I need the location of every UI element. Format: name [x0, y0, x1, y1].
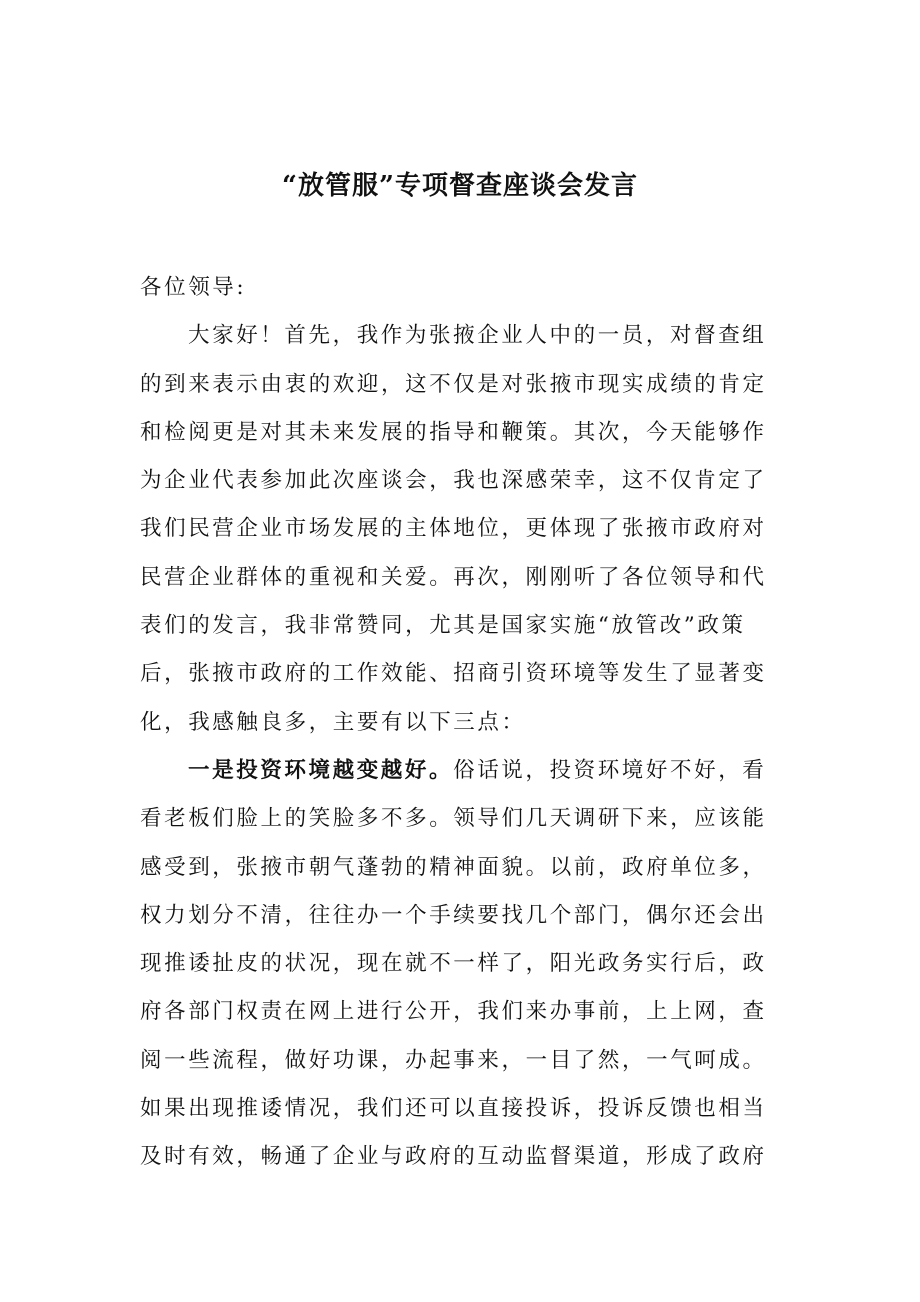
paragraph-line: 化，我感触良多，主要有以下三点： [140, 709, 526, 735]
paragraph-line: 府各部门权责在网上进行公开，我们来办事前，上上网，查 [140, 999, 767, 1025]
paragraph-line: 表们的发言，我非常赞同，尤其是国家实施“放管改”政策 [140, 613, 746, 639]
point1-first-line-text: 俗话说，投资环境好不好，看 [453, 757, 767, 783]
paragraph-line: 及时有效，畅通了企业与政府的互动监督渠道，形成了政府 [140, 1144, 767, 1170]
paragraph-line: 后，张掖市政府的工作效能、招商引资环境等发生了显著变 [140, 661, 767, 687]
paragraph-line: 感受到，张掖市朝气蓬勃的精神面貌。以前，政府单位多， [140, 854, 767, 880]
point1-heading: 一是投资环境越变越好。 [188, 757, 454, 783]
paragraph-line: 如果出现推诿情况，我们还可以直接投诉，投诉反馈也相当 [140, 1096, 767, 1122]
paragraph-line: 和检阅更是对其未来发展的指导和鞭策。其次，今天能够作 [140, 419, 767, 445]
paragraph-line: 大家好！首先，我作为张掖企业人中的一员，对督查组 [188, 323, 767, 349]
point1-first-line [140, 747, 800, 795]
paragraph-line: 权力划分不清，往往办一个手续要找几个部门，偶尔还会出 [140, 902, 767, 928]
paragraph-line: 为企业代表参加此次座谈会，我也深感荣幸，这不仅肯定了 [140, 468, 767, 494]
paragraph-line: 的到来表示由衷的欢迎，这不仅是对张掖市现实成绩的肯定 [140, 371, 767, 397]
document-title: “放管服”专项督查座谈会发言 [282, 171, 638, 201]
paragraph-line: 看老板们脸上的笑脸多不多。领导们几天调研下来，应该能 [140, 806, 767, 832]
paragraph-line: 民营企业群体的重视和关爱。再次，刚刚听了各位领导和代 [140, 564, 767, 590]
paragraph-line: 阅一些流程，做好功课，办起事来，一目了然，一气呵成。 [140, 1047, 767, 1073]
paragraph-line: 我们民营企业市场发展的主体地位，更体现了张掖市政府对 [140, 516, 767, 542]
document-body [140, 264, 800, 1182]
salutation: 各位领导: [140, 275, 247, 300]
paragraph-line: 现推诿扯皮的状况，现在就不一样了，阳光政务实行后，政 [140, 951, 767, 977]
